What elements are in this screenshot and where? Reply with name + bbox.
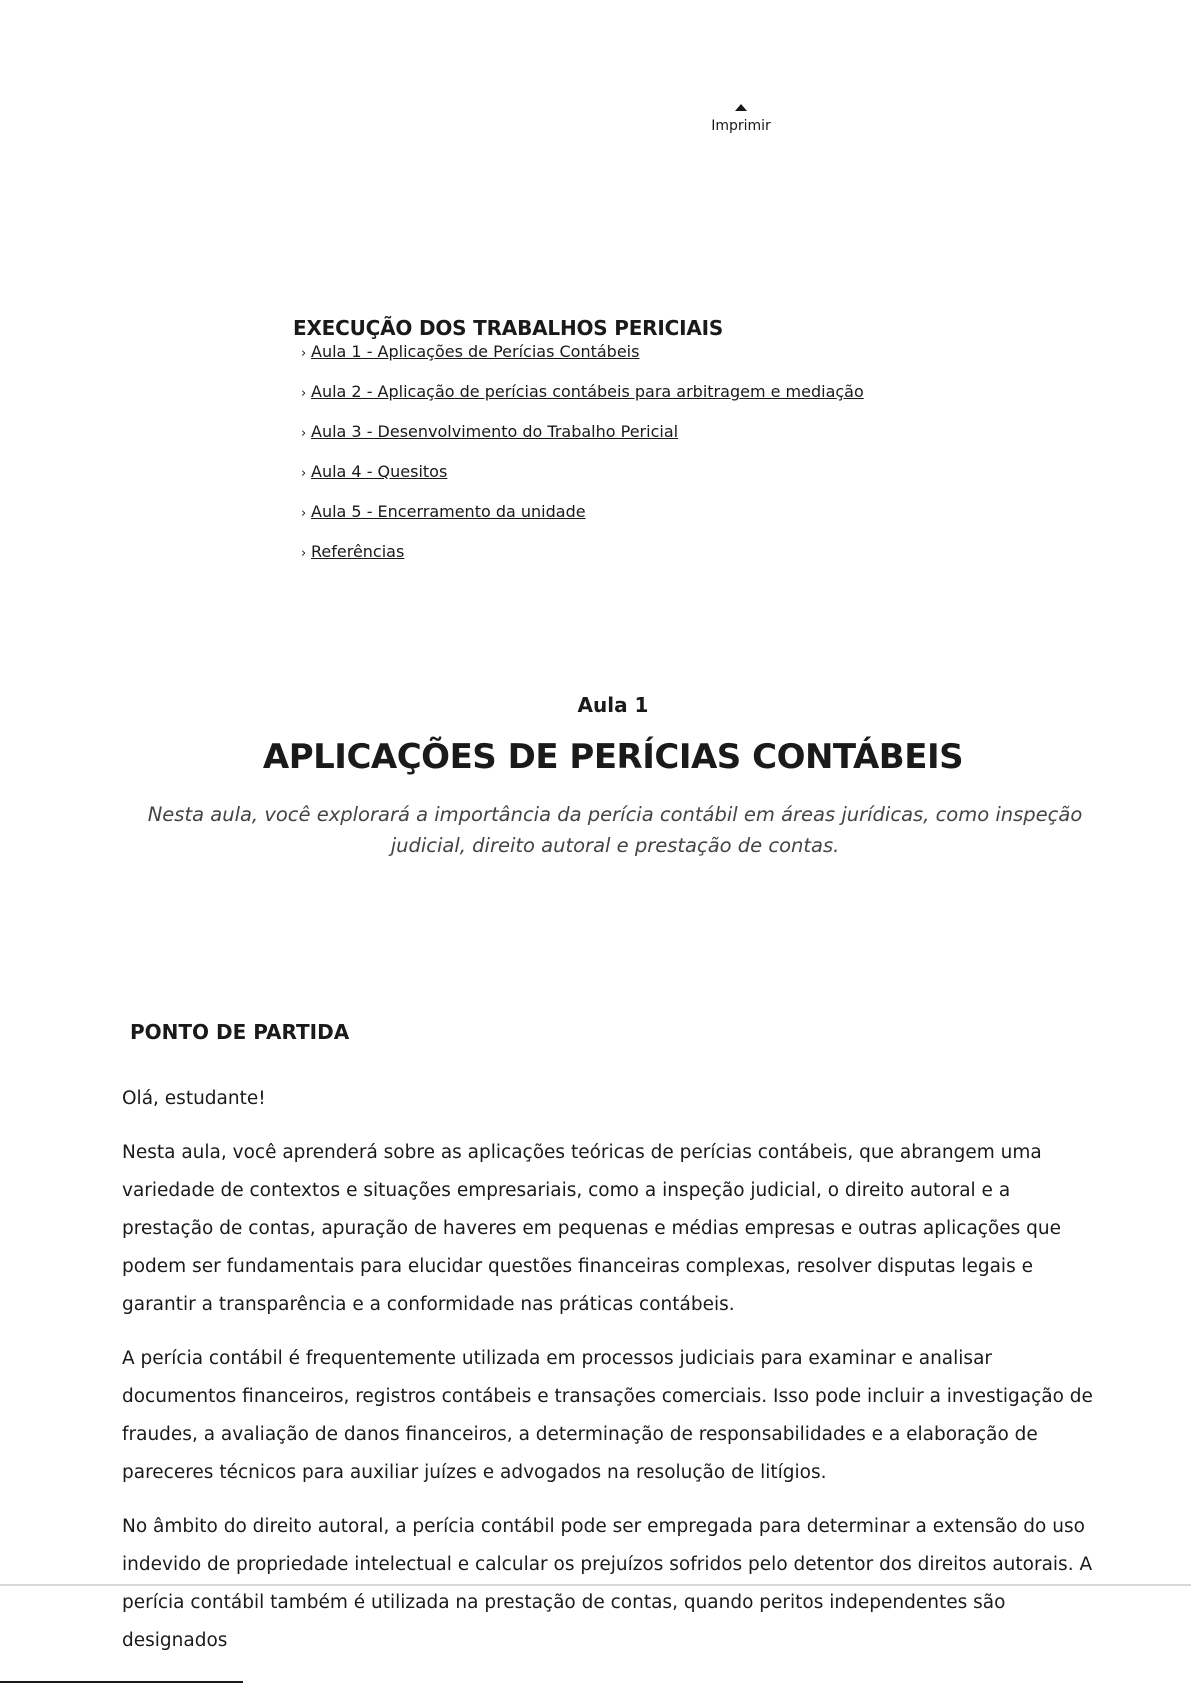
chevron-right-icon: › <box>301 506 307 521</box>
lesson-subtitle: Nesta aula, você explorará a importância da perícia contábil em áreas jurídicas, como inspeção judicial, direito autoral e prestação de contas. <box>147 803 1083 857</box>
page-divider <box>0 1584 1191 1586</box>
paragraph-greeting: Olá, estudante! <box>122 1088 266 1109</box>
paragraph-copyright: No âmbito do direito autoral, a perícia contábil pode ser empregada para determinar a extensão do uso indevido de propriedade intelectual e calcular os prejuízos sofridos pelo detentor dos direitos autorais. A perícia contábil também é utilizada na prestação de contas, quando peritos independentes são designados <box>122 1516 1093 1651</box>
toc-item-aula-5 <box>301 501 993 541</box>
toc-item-aula-2 <box>301 381 993 421</box>
chevron-right-icon: › <box>301 346 307 361</box>
toc-title: EXECUÇÃO DOS TRABALHOS PERICIAIS <box>293 316 724 340</box>
toc-link-aula-1[interactable]: Aula 1 - Aplicações de Perícias Contábeis <box>311 342 640 361</box>
toc-item-aula-3 <box>301 421 993 461</box>
toc-link-aula-5[interactable]: Aula 5 - Encerramento da unidade <box>311 502 586 521</box>
chevron-right-icon: › <box>301 386 307 401</box>
paragraph-judicial: A perícia contábil é frequentemente utilizada em processos judiciais para examinar e analisar documentos financeiros, registros contábeis e transações comerciais. Isso pode incluir a investigação de fraudes, a avaliação de danos financeiros, a determinação de responsabilidades e a elaboração de pareceres técnicos para auxiliar juízes e advogados na resolução de litígios. <box>122 1348 1093 1483</box>
toc-link-referencias[interactable]: Referências <box>311 542 405 561</box>
lesson-kicker: Aula 1 <box>577 693 649 717</box>
caret-up-icon <box>735 104 747 111</box>
chevron-right-icon: › <box>301 426 307 441</box>
section-body <box>122 1080 1102 1676</box>
table-of-contents <box>293 316 993 581</box>
chevron-right-icon: › <box>301 466 307 481</box>
print-button[interactable] <box>700 104 782 134</box>
toc-item-aula-1 <box>301 341 993 381</box>
toc-item-referencias <box>301 541 993 581</box>
print-label: Imprimir <box>711 118 771 134</box>
paragraph-intro: Nesta aula, você aprenderá sobre as aplicações teóricas de perícias contábeis, que abrangem uma variedade de contextos e situações empresariais, como a inspeção judicial, o direito autoral e a prestação de contas, apuração de haveres em pequenas e médias empresas e outras aplicações que podem ser fundamentais para elucidar questões financeiras complexas, resolver disputas legais e garantir a transparência e a conformidade nas práticas contábeis. <box>122 1142 1062 1315</box>
toc-item-aula-4 <box>301 461 993 501</box>
toc-link-aula-2[interactable]: Aula 2 - Aplicação de perícias contábeis para arbitragem e mediação <box>311 382 864 401</box>
section-heading: PONTO DE PARTIDA <box>130 1020 350 1044</box>
toc-link-aula-3[interactable]: Aula 3 - Desenvolvimento do Trabalho Pericial <box>311 422 679 441</box>
lesson-title: APLICAÇÕES DE PERÍCIAS CONTÁBEIS <box>262 737 964 777</box>
toc-list <box>293 341 993 581</box>
chevron-right-icon: › <box>301 546 307 561</box>
toc-link-aula-4[interactable]: Aula 4 - Quesitos <box>311 462 448 481</box>
